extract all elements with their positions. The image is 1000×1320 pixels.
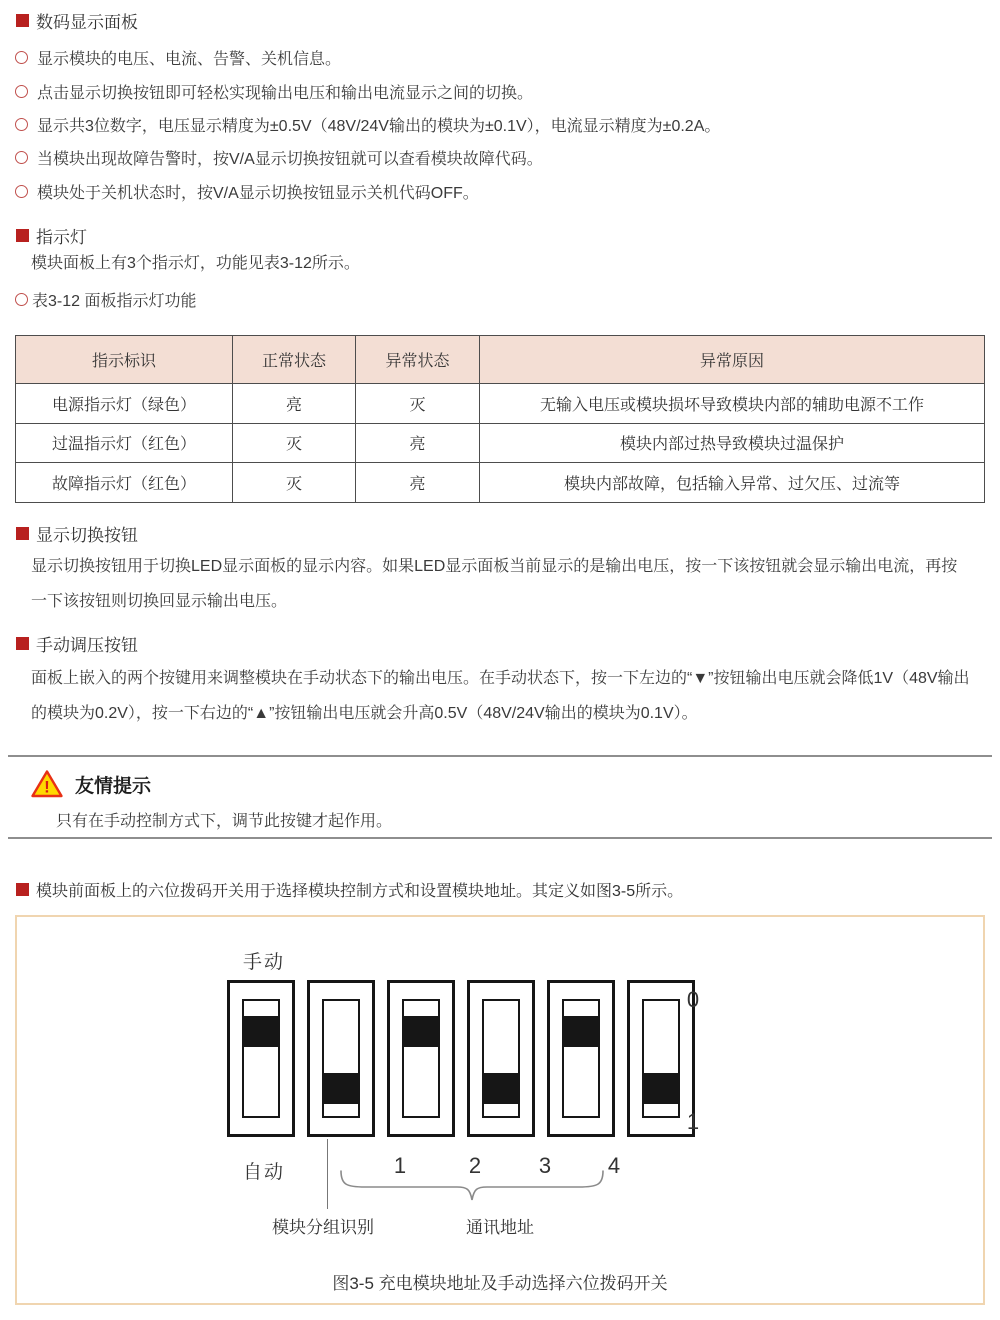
table-cell: 过温指示灯（红色） [16,423,233,463]
dip-switch-2 [307,980,375,1137]
red-square-bullet-icon [16,527,29,540]
table-cell: 模块内部过热导致模块过温保护 [480,423,985,463]
circle-bullet-icon [15,293,28,306]
section-title-manual-adjust [16,631,138,656]
red-square-bullet-icon [16,637,29,650]
switch-track [562,999,600,1118]
table-caption-text: 表3-12 面板指示灯功能 [32,292,197,310]
label-manual: 手动 [243,952,286,973]
bullet-text: 点击显示切换按钮即可轻松实现输出电压和输出电流显示之间的切换。 [37,84,534,102]
section-title-text: 显示切换按钮 [36,526,138,545]
table-cell: 无输入电压或模块损坏导致模块内部的辅助电源不工作 [480,384,985,424]
switch-track [402,999,440,1118]
table-cell: 灭 [233,463,356,503]
switch-knob [404,1016,438,1047]
warning-header [30,769,151,799]
table-cell: 灭 [233,423,356,463]
table-cell: 亮 [356,423,480,463]
section-title-toggle-button [16,521,138,546]
list-item [15,74,720,107]
dip-switch-row [227,980,695,1137]
switch-knob [644,1073,678,1104]
dip-switch-1 [227,980,295,1137]
warning-triangle-icon [30,769,64,799]
dip-switch-3 [387,980,455,1137]
bullet-text: 模块处于关机状态时，按V/A显示切换按钮显示关机代码OFF。 [37,184,479,202]
table-cell: 灭 [356,384,480,424]
list-item [15,141,720,174]
bullet-text: 当模块出现故障告警时，按V/A显示切换按钮就可以查看模块故障代码。 [37,151,543,169]
red-square-bullet-icon [16,883,29,896]
table-header-row [16,336,985,384]
switch-knob [324,1073,358,1104]
switch-track [642,999,680,1118]
list-item [15,175,720,208]
figure-caption: 图3-5 充电模块地址及手动选择六位拨码开关 [332,1274,668,1293]
brace-icon [339,1169,605,1203]
bullet-text: 显示共3位数字，电压显示精度为±0.5V（48V/24V输出的模块为±0.1V），电流显示精度为±0.2A。 [37,117,721,135]
section-title-text: 手动调压按钮 [36,636,138,655]
switch-number-1: 1 [393,1153,407,1178]
switch-track [242,999,280,1118]
section-title-text: 指示灯 [36,228,87,247]
display-panel-bullet-list [15,41,720,208]
switch-knob [564,1016,598,1047]
table-row [16,384,985,424]
section-title-display-panel [16,8,138,33]
toggle-button-body: 显示切换按钮用于切换LED显示面板的显示内容。如果LED显示面板当前显示的是输出电压，按一下该按钮就会显示输出电流，再按一下该按钮则切换回显示输出电压。 [31,558,958,610]
column-header: 指示标识 [16,336,233,384]
divider-line [8,837,992,839]
circle-bullet-icon [15,185,28,198]
section-title-text: 数码显示面板 [36,13,138,32]
dip-switch-intro-text: 模块前面板上的六位拨码开关用于选择模块控制方式和设置模块地址。其定义如图3-5所示。 [36,883,684,900]
table-cell: 亮 [356,463,480,503]
table-row [16,463,985,503]
circle-bullet-icon [15,85,28,98]
dip-switch-5 [547,980,615,1137]
warning-body: 只有在手动控制方式下，调节此按键才起作用。 [56,813,393,830]
circle-bullet-icon [15,151,28,164]
switch-number-4: 4 [607,1153,621,1178]
svg-text:!: ! [44,777,50,797]
indicator-function-table [15,335,985,503]
switch-number-3: 3 [538,1153,552,1178]
section-title-indicators [16,223,87,248]
switch-knob [244,1016,278,1047]
list-item [15,41,720,74]
switch-track [322,999,360,1118]
indicators-intro: 模块面板上有3个指示灯，功能见表3-12所示。 [31,255,360,272]
switch-track [482,999,520,1118]
dip-switch-4 [467,980,535,1137]
table-cell: 故障指示灯（红色） [16,463,233,503]
red-square-bullet-icon [16,229,29,242]
table-cell: 电源指示灯（绿色） [16,384,233,424]
dip-switch-intro [16,878,683,901]
label-auto: 自动 [243,1162,286,1183]
table-row [16,423,985,463]
table-cell: 模块内部故障，包括输入异常、过欠压、过流等 [480,463,985,503]
label-position-1: 1 [686,1109,700,1134]
column-header: 异常原因 [480,336,985,384]
divider-line [8,755,992,757]
label-comm-address: 通讯地址 [466,1218,534,1237]
switch-number-2: 2 [468,1153,482,1178]
warning-title: 友情提示 [75,775,152,797]
callout-line [327,1139,328,1209]
bullet-text: 显示模块的电压、电流、告警、关机信息。 [37,51,342,69]
circle-bullet-icon [15,51,28,64]
manual-adjust-body: 面板上嵌入的两个按键用来调整模块在手动状态下的输出电压。在手动状态下，按一下左边的“▼”按钮输出电压就会降低1V（48V输出的模块为0.2V），按一下右边的“▲”按钮输出电压就会升高0.5V（48V/24V输出的模块为0.1V）。 [31,670,970,722]
label-group-id: 模块分组识别 [272,1218,374,1237]
table-cell: 亮 [233,384,356,424]
table-caption [15,284,196,314]
list-item [15,108,720,141]
column-header: 正常状态 [233,336,356,384]
column-header: 异常状态 [356,336,480,384]
figure-3-5 [15,915,985,1305]
label-position-0: 0 [686,987,700,1012]
circle-bullet-icon [15,118,28,131]
switch-knob [484,1073,518,1104]
red-square-bullet-icon [16,14,29,27]
